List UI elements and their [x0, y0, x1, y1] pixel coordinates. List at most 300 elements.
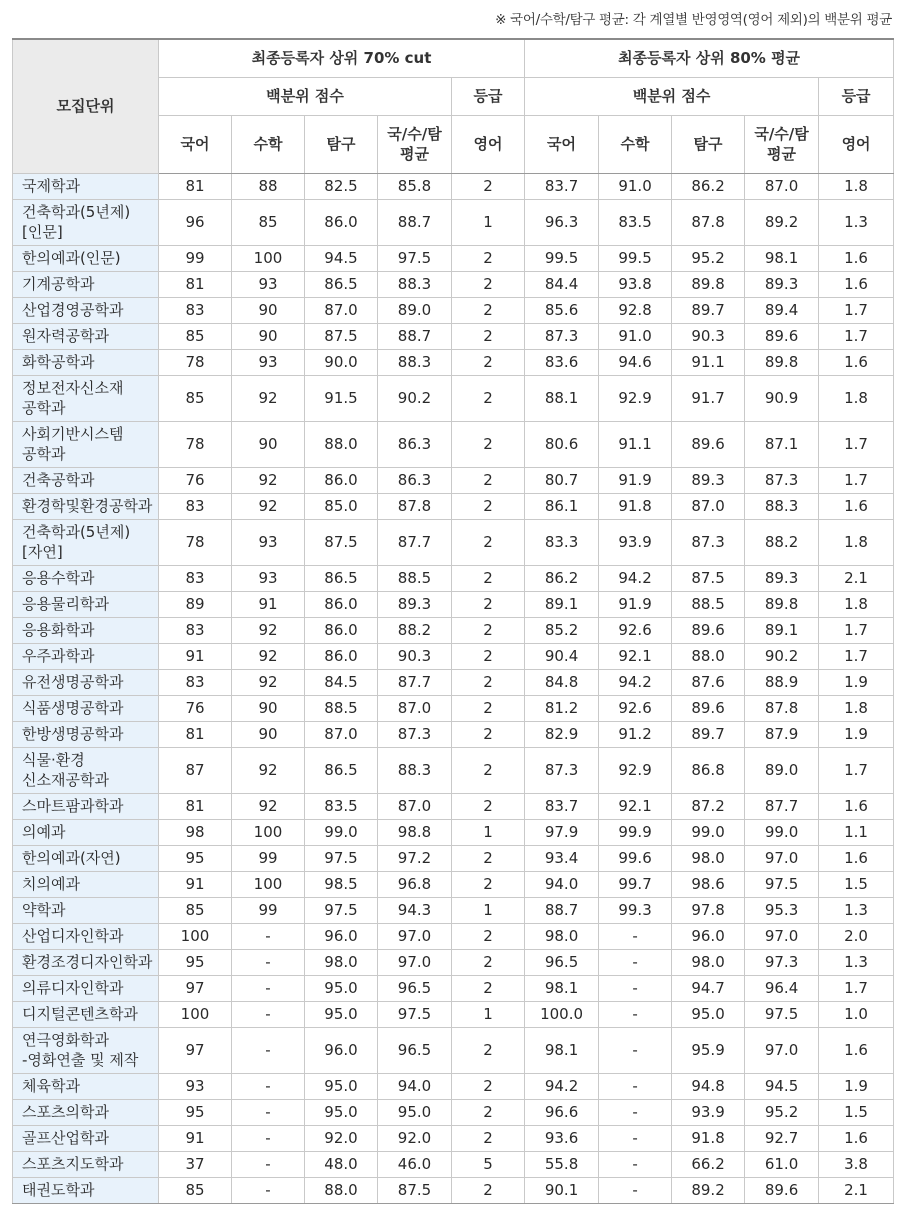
score-cell: 1.9 [819, 669, 894, 695]
score-cell: 2 [452, 467, 525, 493]
unit-name-cell: 건축공학과 [13, 467, 159, 493]
score-cell: 81.2 [525, 695, 599, 721]
table-row [13, 271, 894, 297]
unit-name-cell: 건축학과(5년제) [인문] [13, 199, 159, 245]
header-percentile-70: 백분위 점수 [159, 77, 452, 115]
unit-name-cell: 우주과학과 [13, 643, 159, 669]
score-cell: 100 [232, 245, 305, 271]
score-cell: 97.0 [378, 949, 452, 975]
table-row [13, 1177, 894, 1203]
footnote: ※ 국어/수학/탐구 평균: 각 계열별 반영영역(영어 제외)의 백분위 평균 [495, 12, 892, 28]
score-cell: 2 [452, 591, 525, 617]
score-cell: 99.0 [672, 819, 745, 845]
score-cell: 1.7 [819, 643, 894, 669]
score-cell: 98.1 [525, 975, 599, 1001]
unit-name-cell: 화학공학과 [13, 349, 159, 375]
score-cell: 89 [159, 591, 232, 617]
score-cell: - [232, 1125, 305, 1151]
score-cell: 88.2 [378, 617, 452, 643]
score-cell: 93.9 [672, 1099, 745, 1125]
header-col: 국/수/탐 평균 [745, 115, 819, 173]
header-col: 국어 [525, 115, 599, 173]
score-cell: 95.0 [305, 1001, 378, 1027]
score-cell: 93 [232, 519, 305, 565]
score-cell: 91.5 [305, 375, 378, 421]
score-cell: 87.0 [378, 793, 452, 819]
score-cell: 91.0 [599, 173, 672, 199]
score-cell: 88.7 [378, 199, 452, 245]
unit-name-cell: 한의예과(인문) [13, 245, 159, 271]
unit-name-cell: 응용물리학과 [13, 591, 159, 617]
score-cell: - [599, 975, 672, 1001]
score-cell: 81 [159, 721, 232, 747]
score-cell: 94.2 [525, 1073, 599, 1099]
score-cell: 83 [159, 493, 232, 519]
score-cell: 92 [232, 493, 305, 519]
score-cell: 90 [232, 721, 305, 747]
score-cell: 90.9 [745, 375, 819, 421]
score-cell: 91.2 [599, 721, 672, 747]
score-cell: 92.1 [599, 643, 672, 669]
table-row [13, 1027, 894, 1073]
score-cell: 81 [159, 271, 232, 297]
table-row [13, 949, 894, 975]
score-cell: 66.2 [672, 1151, 745, 1177]
score-cell: 91.7 [672, 375, 745, 421]
score-cell: 1.5 [819, 871, 894, 897]
score-cell: 99.6 [599, 845, 672, 871]
score-cell: 85.6 [525, 297, 599, 323]
table-row [13, 349, 894, 375]
score-cell: 89.0 [745, 747, 819, 793]
header-group-80: 최종등록자 상위 80% 평균 [525, 39, 894, 77]
score-cell: 93 [159, 1073, 232, 1099]
score-cell: 84.5 [305, 669, 378, 695]
score-cell: 92.0 [305, 1125, 378, 1151]
score-cell: 96.4 [745, 975, 819, 1001]
score-cell: 99.5 [599, 245, 672, 271]
score-cell: 1 [452, 897, 525, 923]
score-cell: 84.8 [525, 669, 599, 695]
score-cell: 87.5 [305, 519, 378, 565]
score-cell: 98.0 [672, 845, 745, 871]
score-cell: 91 [159, 643, 232, 669]
score-cell: 98 [159, 819, 232, 845]
score-cell: 1.7 [819, 975, 894, 1001]
score-cell: 89.2 [745, 199, 819, 245]
table-row [13, 467, 894, 493]
table-row [13, 519, 894, 565]
score-cell: 100 [232, 819, 305, 845]
unit-name-cell: 기계공학과 [13, 271, 159, 297]
score-cell: 96.5 [525, 949, 599, 975]
score-cell: 95.2 [672, 245, 745, 271]
table-row [13, 1151, 894, 1177]
score-cell: - [599, 923, 672, 949]
score-cell: 92.7 [745, 1125, 819, 1151]
score-cell: 83 [159, 565, 232, 591]
unit-name-cell: 의류디자인학과 [13, 975, 159, 1001]
score-cell: 86.5 [305, 271, 378, 297]
table-row [13, 819, 894, 845]
score-cell: 89.4 [745, 297, 819, 323]
header-col: 탐구 [305, 115, 378, 173]
score-cell: 99.0 [745, 819, 819, 845]
score-cell: 86.0 [305, 199, 378, 245]
score-cell: 93 [232, 349, 305, 375]
unit-name-cell: 의예과 [13, 819, 159, 845]
score-cell: 85.2 [525, 617, 599, 643]
score-cell: 90.3 [378, 643, 452, 669]
score-cell: 89.3 [745, 565, 819, 591]
score-cell: 87.5 [672, 565, 745, 591]
score-cell: 98.8 [378, 819, 452, 845]
score-cell: 2 [452, 1177, 525, 1203]
score-cell: 2 [452, 1027, 525, 1073]
unit-name-cell: 태권도학과 [13, 1177, 159, 1203]
table-row [13, 375, 894, 421]
unit-name-cell: 산업디자인학과 [13, 923, 159, 949]
score-cell: 91.9 [599, 467, 672, 493]
score-cell: 76 [159, 467, 232, 493]
score-cell: 92.9 [599, 375, 672, 421]
score-cell: 87.0 [378, 695, 452, 721]
score-cell: 90.1 [525, 1177, 599, 1203]
score-cell: - [599, 1125, 672, 1151]
score-cell: 94.5 [305, 245, 378, 271]
score-cell: 85.8 [378, 173, 452, 199]
score-cell: 89.6 [672, 617, 745, 643]
score-cell: 1.7 [819, 323, 894, 349]
score-cell: 97.8 [672, 897, 745, 923]
score-cell: 95 [159, 1099, 232, 1125]
score-cell: 87.9 [745, 721, 819, 747]
score-cell: 1.8 [819, 695, 894, 721]
score-cell: 97 [159, 1027, 232, 1073]
score-cell: 91 [159, 1125, 232, 1151]
score-cell: 100.0 [525, 1001, 599, 1027]
table-row [13, 591, 894, 617]
score-cell: 88.0 [672, 643, 745, 669]
table-row [13, 617, 894, 643]
score-cell: 91 [159, 871, 232, 897]
score-cell: 96.3 [525, 199, 599, 245]
score-cell: 97.5 [745, 1001, 819, 1027]
score-cell: 99 [232, 845, 305, 871]
score-cell: 1.6 [819, 1125, 894, 1151]
score-cell: 87.3 [745, 467, 819, 493]
score-cell: 90.2 [378, 375, 452, 421]
table-row [13, 565, 894, 591]
score-cell: - [599, 1177, 672, 1203]
score-cell: 88.3 [378, 349, 452, 375]
score-cell: 99 [159, 245, 232, 271]
score-cell: - [599, 1151, 672, 1177]
score-cell: 83 [159, 669, 232, 695]
score-cell: 99.9 [599, 819, 672, 845]
score-cell: 87.8 [672, 199, 745, 245]
score-cell: 2 [452, 669, 525, 695]
score-cell: 93 [232, 565, 305, 591]
score-cell: 89.1 [745, 617, 819, 643]
table-row [13, 747, 894, 793]
score-cell: 83.5 [305, 793, 378, 819]
score-cell: 61.0 [745, 1151, 819, 1177]
score-cell: 1.7 [819, 617, 894, 643]
table-row [13, 793, 894, 819]
score-cell: 87.7 [378, 669, 452, 695]
score-cell: 1.6 [819, 349, 894, 375]
score-cell: 88.0 [305, 421, 378, 467]
score-cell: 89.3 [672, 467, 745, 493]
score-cell: 1.6 [819, 493, 894, 519]
table-row [13, 199, 894, 245]
score-cell: 85 [159, 1177, 232, 1203]
table-row [13, 975, 894, 1001]
score-cell: 95.0 [305, 975, 378, 1001]
unit-name-cell: 한의예과(자연) [13, 845, 159, 871]
unit-name-cell: 식물·환경 신소재공학과 [13, 747, 159, 793]
score-cell: 97.5 [305, 897, 378, 923]
admission-score-table [12, 38, 894, 1204]
score-cell: 1.3 [819, 949, 894, 975]
score-cell: 1.8 [819, 375, 894, 421]
header-col: 국어 [159, 115, 232, 173]
score-cell: 99.3 [599, 897, 672, 923]
score-cell: 1.6 [819, 271, 894, 297]
score-cell: 81 [159, 793, 232, 819]
score-cell: 88.7 [525, 897, 599, 923]
score-cell: 86.0 [305, 643, 378, 669]
score-cell: 97.0 [745, 923, 819, 949]
score-cell: 89.3 [745, 271, 819, 297]
score-cell: 89.8 [672, 271, 745, 297]
score-cell: 94.2 [599, 565, 672, 591]
score-cell: 87.7 [745, 793, 819, 819]
score-cell: 89.8 [745, 349, 819, 375]
score-cell: 1.6 [819, 845, 894, 871]
score-cell: 93.9 [599, 519, 672, 565]
score-cell: 2 [452, 565, 525, 591]
score-cell: 2 [452, 975, 525, 1001]
score-cell: 87.0 [305, 297, 378, 323]
score-cell: - [599, 1027, 672, 1073]
score-cell: 97.0 [745, 1027, 819, 1073]
score-cell: 97.2 [378, 845, 452, 871]
score-cell: 89.6 [672, 421, 745, 467]
score-cell: 82.5 [305, 173, 378, 199]
score-cell: 78 [159, 349, 232, 375]
score-cell: 96.5 [378, 1027, 452, 1073]
score-cell: 91.1 [599, 421, 672, 467]
score-cell: 2 [452, 1125, 525, 1151]
score-cell: 1.6 [819, 793, 894, 819]
score-cell: 89.6 [745, 323, 819, 349]
score-cell: - [232, 1177, 305, 1203]
score-cell: 94.7 [672, 975, 745, 1001]
score-cell: 99.0 [305, 819, 378, 845]
unit-name-cell: 스포츠지도학과 [13, 1151, 159, 1177]
score-cell: 87 [159, 747, 232, 793]
score-cell: 87.1 [745, 421, 819, 467]
score-cell: 86.3 [378, 467, 452, 493]
score-cell: 1 [452, 1001, 525, 1027]
score-cell: 97.0 [745, 845, 819, 871]
table-row [13, 897, 894, 923]
score-cell: 91 [232, 591, 305, 617]
score-cell: 81 [159, 173, 232, 199]
unit-name-cell: 국제학과 [13, 173, 159, 199]
score-cell: 90 [232, 421, 305, 467]
score-cell: 89.7 [672, 721, 745, 747]
score-cell: 95 [159, 949, 232, 975]
score-cell: 1.0 [819, 1001, 894, 1027]
score-cell: 5 [452, 1151, 525, 1177]
score-cell: 83.7 [525, 173, 599, 199]
score-cell: - [599, 949, 672, 975]
score-cell: 2 [452, 643, 525, 669]
score-cell: 85 [159, 323, 232, 349]
score-cell: 78 [159, 519, 232, 565]
score-cell: - [232, 1151, 305, 1177]
unit-name-cell: 디지털콘텐츠학과 [13, 1001, 159, 1027]
score-cell: 82.9 [525, 721, 599, 747]
score-cell: 92 [232, 617, 305, 643]
header-group-70: 최종등록자 상위 70% cut [159, 39, 525, 77]
score-cell: 86.1 [525, 493, 599, 519]
unit-name-cell: 응용수학과 [13, 565, 159, 591]
score-cell: 86.2 [672, 173, 745, 199]
score-cell: 88.7 [378, 323, 452, 349]
unit-name-cell: 약학과 [13, 897, 159, 923]
score-cell: 97.5 [305, 845, 378, 871]
table-row [13, 643, 894, 669]
score-cell: 97.3 [745, 949, 819, 975]
score-cell: 2 [452, 375, 525, 421]
score-cell: 85 [159, 375, 232, 421]
score-cell: 86.0 [305, 467, 378, 493]
score-cell: - [232, 949, 305, 975]
score-cell: 85.0 [305, 493, 378, 519]
score-cell: 1.8 [819, 173, 894, 199]
score-cell: 91.0 [599, 323, 672, 349]
table-row [13, 173, 894, 199]
score-cell: 89.2 [672, 1177, 745, 1203]
score-cell: 2 [452, 323, 525, 349]
score-cell: 87.5 [378, 1177, 452, 1203]
score-cell: 2 [452, 349, 525, 375]
score-cell: 87.8 [378, 493, 452, 519]
score-cell: 96.0 [672, 923, 745, 949]
score-cell: - [232, 975, 305, 1001]
score-cell: 2 [452, 747, 525, 793]
score-cell: 2 [452, 695, 525, 721]
score-cell: 1.7 [819, 467, 894, 493]
score-cell: 3.8 [819, 1151, 894, 1177]
score-cell: 92 [232, 669, 305, 695]
score-cell: 86.5 [305, 565, 378, 591]
score-cell: 85 [159, 897, 232, 923]
score-cell: 98.5 [305, 871, 378, 897]
score-cell: 97.9 [525, 819, 599, 845]
score-cell: 2 [452, 297, 525, 323]
score-cell: 1.5 [819, 1099, 894, 1125]
score-cell: 97.5 [378, 245, 452, 271]
score-cell: 1.7 [819, 297, 894, 323]
score-cell: 100 [159, 923, 232, 949]
score-cell: 92.6 [599, 617, 672, 643]
score-cell: 86.5 [305, 747, 378, 793]
score-cell: 95.0 [672, 1001, 745, 1027]
unit-name-cell: 체육학과 [13, 1073, 159, 1099]
score-cell: 2 [452, 245, 525, 271]
score-cell: 99.7 [599, 871, 672, 897]
score-cell: 94.0 [525, 871, 599, 897]
score-cell: 94.3 [378, 897, 452, 923]
score-cell: 93.4 [525, 845, 599, 871]
table-row [13, 871, 894, 897]
score-cell: 97.5 [378, 1001, 452, 1027]
score-cell: 87.7 [378, 519, 452, 565]
score-cell: 96.6 [525, 1099, 599, 1125]
header-grade-80: 등급 [819, 77, 894, 115]
unit-name-cell: 환경조경디자인학과 [13, 949, 159, 975]
score-cell: 91.8 [599, 493, 672, 519]
score-cell: 99 [232, 897, 305, 923]
unit-name-cell: 연극영화학과 -영화연출 및 제작 [13, 1027, 159, 1073]
table-row [13, 493, 894, 519]
score-cell: 2 [452, 271, 525, 297]
header-col: 탐구 [672, 115, 745, 173]
score-cell: 87.3 [378, 721, 452, 747]
unit-name-cell: 산업경영공학과 [13, 297, 159, 323]
score-cell: - [599, 1001, 672, 1027]
score-cell: 92 [232, 793, 305, 819]
score-cell: 2 [452, 493, 525, 519]
score-cell: 83.6 [525, 349, 599, 375]
score-cell: 1.3 [819, 897, 894, 923]
score-cell: 55.8 [525, 1151, 599, 1177]
score-cell: 95.0 [305, 1073, 378, 1099]
score-cell: 92.0 [378, 1125, 452, 1151]
unit-name-cell: 치의예과 [13, 871, 159, 897]
score-cell: 94.5 [745, 1073, 819, 1099]
score-cell: 1 [452, 819, 525, 845]
score-cell: 95.2 [745, 1099, 819, 1125]
score-cell: 1.6 [819, 1027, 894, 1073]
score-cell: 1.7 [819, 421, 894, 467]
table-row [13, 669, 894, 695]
score-cell: 98.0 [525, 923, 599, 949]
table-row [13, 1099, 894, 1125]
score-cell: - [232, 1099, 305, 1125]
score-cell: 83 [159, 297, 232, 323]
unit-name-cell: 사회기반시스템 공학과 [13, 421, 159, 467]
score-cell: 91.8 [672, 1125, 745, 1151]
score-cell: 85 [232, 199, 305, 245]
score-cell: 92.9 [599, 747, 672, 793]
score-cell: 100 [232, 871, 305, 897]
score-cell: 88.3 [378, 271, 452, 297]
score-cell: 89.6 [672, 695, 745, 721]
score-cell: 88.0 [305, 1177, 378, 1203]
header-grade-70: 등급 [452, 77, 525, 115]
score-cell: 96.0 [305, 923, 378, 949]
score-cell: 46.0 [378, 1151, 452, 1177]
score-cell: 87.5 [305, 323, 378, 349]
score-cell: 94.6 [599, 349, 672, 375]
unit-name-cell: 골프산업학과 [13, 1125, 159, 1151]
